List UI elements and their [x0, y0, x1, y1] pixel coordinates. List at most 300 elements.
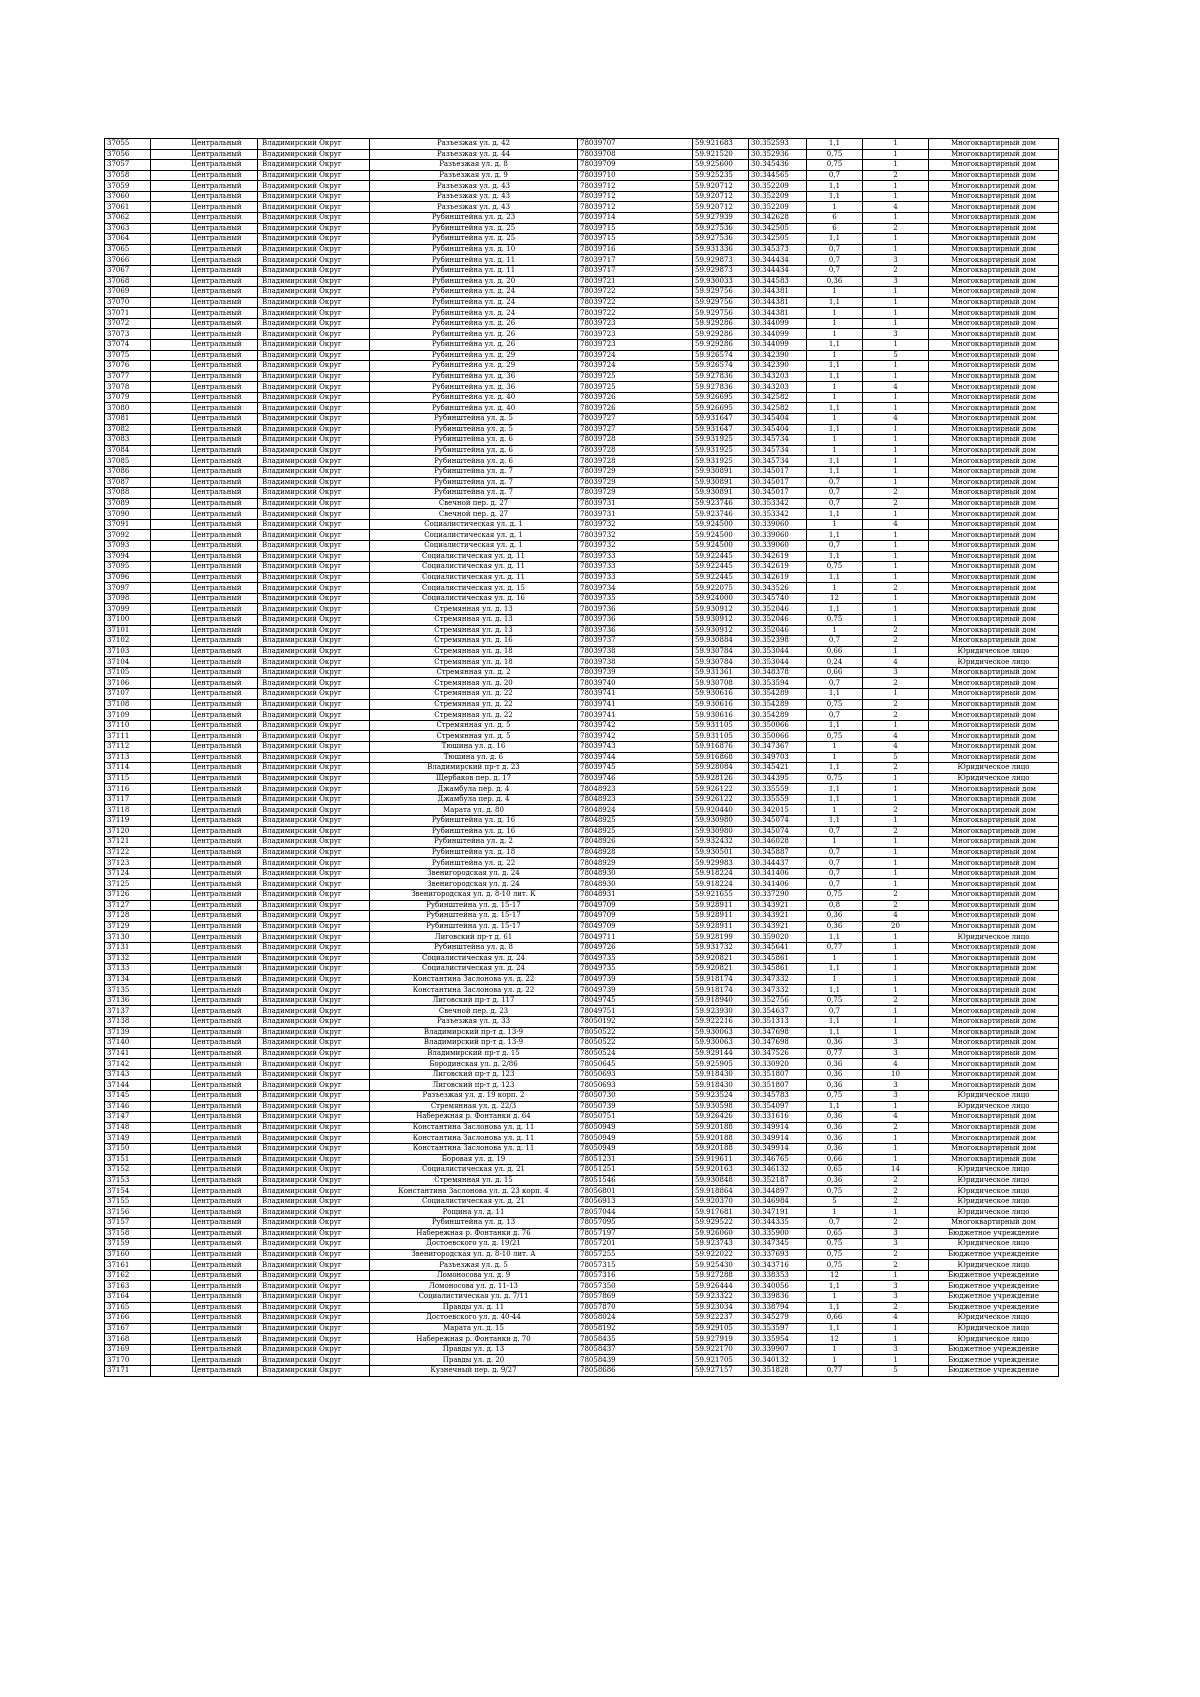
row-id-cell: 37080 [105, 403, 151, 414]
municipality-cell: Владимирский Округ [258, 720, 370, 731]
latitude-cell: 59.930616 [693, 689, 749, 700]
address-cell: Свечной пер. д. 23 [370, 1006, 578, 1017]
address-cell: Владимирский пр-т д. 13-9 [370, 1038, 578, 1049]
code-cell: 78048924 [578, 805, 693, 816]
volume-cell: 1,1 [807, 1027, 863, 1038]
latitude-cell: 59.924000 [693, 593, 749, 604]
address-cell: Рубинштейна ул. д. 6 [370, 445, 578, 456]
row-id-cell: 37171 [105, 1366, 151, 1377]
municipality-cell: Владимирский Округ [258, 1228, 370, 1239]
latitude-cell: 59.926444 [693, 1281, 749, 1292]
latitude-cell: 59.930884 [693, 636, 749, 647]
row-id-cell: 37132 [105, 953, 151, 964]
table-row [105, 498, 1059, 509]
code-cell: 78039708 [578, 149, 693, 160]
latitude-cell: 59.930891 [693, 466, 749, 477]
address-cell: Владимирский пр-т д. 13-9 [370, 1027, 578, 1038]
object-type-cell: Многоквартирный дом [929, 181, 1059, 192]
latitude-cell: 59.930598 [693, 1101, 749, 1112]
volume-cell: 1,1 [807, 985, 863, 996]
code-cell: 78039722 [578, 308, 693, 319]
volume-cell: 0,65 [807, 1165, 863, 1176]
district-cell: Центральный [151, 667, 258, 678]
object-type-cell: Многоквартирный дом [929, 276, 1059, 287]
code-cell: 78039740 [578, 678, 693, 689]
count-cell: 1 [863, 689, 929, 700]
volume-cell: 1 [807, 1207, 863, 1218]
row-id-cell: 37089 [105, 498, 151, 509]
district-cell: Центральный [151, 276, 258, 287]
latitude-cell: 59.928911 [693, 900, 749, 911]
municipality-cell: Владимирский Округ [258, 953, 370, 964]
table-row [105, 276, 1059, 287]
district-cell: Центральный [151, 1143, 258, 1154]
code-cell: 78049726 [578, 942, 693, 953]
object-type-cell: Многоквартирный дом [929, 255, 1059, 266]
table-row [105, 942, 1059, 953]
count-cell: 2 [863, 1260, 929, 1271]
district-cell: Центральный [151, 170, 258, 181]
object-type-cell: Юридическое лицо [929, 1196, 1059, 1207]
code-cell: 78049739 [578, 974, 693, 985]
table-row [105, 625, 1059, 636]
latitude-cell: 59.920712 [693, 202, 749, 213]
district-cell: Центральный [151, 329, 258, 340]
latitude-cell: 59.930912 [693, 625, 749, 636]
table-row [105, 1165, 1059, 1176]
object-type-cell: Юридическое лицо [929, 763, 1059, 774]
row-id-cell: 37133 [105, 964, 151, 975]
municipality-cell: Владимирский Округ [258, 562, 370, 573]
count-cell: 2 [863, 170, 929, 181]
object-type-cell: Многоквартирный дом [929, 604, 1059, 615]
latitude-cell: 59.930708 [693, 678, 749, 689]
longitude-cell: 30.337693 [749, 1249, 807, 1260]
table-row [105, 1059, 1059, 1070]
code-cell: 78039732 [578, 540, 693, 551]
municipality-cell: Владимирский Округ [258, 1048, 370, 1059]
municipality-cell: Владимирский Округ [258, 1006, 370, 1017]
table-row [105, 1186, 1059, 1197]
latitude-cell: 59.928084 [693, 763, 749, 774]
object-type-cell: Многоквартирный дом [929, 752, 1059, 763]
count-cell: 4 [863, 657, 929, 668]
code-cell: 78049735 [578, 964, 693, 975]
volume-cell: 1 [807, 1355, 863, 1366]
volume-cell: 0,75 [807, 562, 863, 573]
district-cell: Центральный [151, 1260, 258, 1271]
count-cell: 1 [863, 615, 929, 626]
code-cell: 78051546 [578, 1175, 693, 1186]
address-cell: Социалистическая ул. д. 11 [370, 562, 578, 573]
count-cell: 2 [863, 583, 929, 594]
volume-cell: 0,65 [807, 1228, 863, 1239]
latitude-cell: 59.930912 [693, 615, 749, 626]
object-type-cell: Юридическое лицо [929, 773, 1059, 784]
object-type-cell: Бюджетное учреждение [929, 1355, 1059, 1366]
longitude-cell: 30.345404 [749, 414, 807, 425]
district-cell: Центральный [151, 1016, 258, 1027]
volume-cell: 1,1 [807, 424, 863, 435]
district-cell: Центральный [151, 826, 258, 837]
row-id-cell: 37098 [105, 593, 151, 604]
address-cell: Марата ул. д. 15 [370, 1323, 578, 1334]
volume-cell: 0,7 [807, 868, 863, 879]
municipality-cell: Владимирский Округ [258, 974, 370, 985]
count-cell: 1 [863, 445, 929, 456]
longitude-cell: 30.352209 [749, 202, 807, 213]
latitude-cell: 59.923524 [693, 1091, 749, 1102]
object-type-cell: Многоквартирный дом [929, 435, 1059, 446]
code-cell: 78039727 [578, 414, 693, 425]
code-cell: 78039727 [578, 424, 693, 435]
object-type-cell: Многоквартирный дом [929, 498, 1059, 509]
latitude-cell: 59.930980 [693, 826, 749, 837]
longitude-cell: 30.345861 [749, 953, 807, 964]
latitude-cell: 59.928126 [693, 773, 749, 784]
code-cell: 78050645 [578, 1059, 693, 1070]
municipality-cell: Владимирский Округ [258, 1323, 370, 1334]
volume-cell: 1 [807, 318, 863, 329]
count-cell: 1 [863, 720, 929, 731]
latitude-cell: 59.927836 [693, 371, 749, 382]
row-id-cell: 37141 [105, 1048, 151, 1059]
longitude-cell: 30.353342 [749, 509, 807, 520]
latitude-cell: 59.931925 [693, 435, 749, 446]
latitude-cell: 59.921705 [693, 1355, 749, 1366]
row-id-cell: 37164 [105, 1292, 151, 1303]
table-row [105, 826, 1059, 837]
table-row [105, 784, 1059, 795]
municipality-cell: Владимирский Округ [258, 234, 370, 245]
longitude-cell: 30.345734 [749, 435, 807, 446]
volume-cell: 1,1 [807, 530, 863, 541]
address-cell: Рубинштейна ул. д. 25 [370, 234, 578, 245]
district-cell: Центральный [151, 985, 258, 996]
object-type-cell: Многоквартирный дом [929, 265, 1059, 276]
volume-cell: 12 [807, 1334, 863, 1345]
volume-cell: 1 [807, 202, 863, 213]
volume-cell: 1,1 [807, 1302, 863, 1313]
object-type-cell: Многоквартирный дом [929, 519, 1059, 530]
address-cell: Константина Заслонова ул. д. 23 корп. 4 [370, 1186, 578, 1197]
row-id-cell: 37148 [105, 1122, 151, 1133]
municipality-cell: Владимирский Округ [258, 498, 370, 509]
address-cell: Стремянная ул. д. 18 [370, 657, 578, 668]
count-cell: 1 [863, 964, 929, 975]
address-cell: Рубинштейна ул. д. 40 [370, 392, 578, 403]
object-type-cell: Многоквартирный дом [929, 593, 1059, 604]
code-cell: 78039717 [578, 255, 693, 266]
address-cell: Рубинштейна ул. д. 15-17 [370, 921, 578, 932]
count-cell: 2 [863, 1217, 929, 1228]
address-cell: Рубинштейна ул. д. 25 [370, 223, 578, 234]
object-type-cell: Многоквартирный дом [929, 213, 1059, 224]
address-cell: Звенигородская ул. д. 24 [370, 868, 578, 879]
table-row [105, 741, 1059, 752]
code-cell: 78039728 [578, 435, 693, 446]
district-cell: Центральный [151, 1059, 258, 1070]
municipality-cell: Владимирский Округ [258, 1175, 370, 1186]
row-id-cell: 37099 [105, 604, 151, 615]
table-row [105, 699, 1059, 710]
count-cell: 1 [863, 234, 929, 245]
volume-cell: 0,75 [807, 1186, 863, 1197]
address-cell: Разъезжая ул. д. 42 [370, 139, 578, 150]
row-id-cell: 37102 [105, 636, 151, 647]
longitude-cell: 30.351807 [749, 1080, 807, 1091]
longitude-cell: 30.343921 [749, 911, 807, 922]
table-row [105, 646, 1059, 657]
object-type-cell: Юридическое лицо [929, 1207, 1059, 1218]
volume-cell: 0,36 [807, 1122, 863, 1133]
code-cell: 78050693 [578, 1069, 693, 1080]
latitude-cell: 59.918174 [693, 985, 749, 996]
municipality-cell: Владимирский Округ [258, 657, 370, 668]
row-id-cell: 37083 [105, 435, 151, 446]
address-cell: Социалистическая ул. д. 11 [370, 572, 578, 583]
longitude-cell: 30.339060 [749, 540, 807, 551]
table-row [105, 731, 1059, 742]
count-cell: 1 [863, 456, 929, 467]
address-cell: Рубинштейна ул. д. 20 [370, 276, 578, 287]
longitude-cell: 30.330920 [749, 1059, 807, 1070]
longitude-cell: 30.346132 [749, 1165, 807, 1176]
latitude-cell: 59.930891 [693, 488, 749, 499]
row-id-cell: 37114 [105, 763, 151, 774]
table-row [105, 593, 1059, 604]
row-id-cell: 37076 [105, 361, 151, 372]
table-row [105, 509, 1059, 520]
latitude-cell: 59.930063 [693, 1038, 749, 1049]
code-cell: 78039735 [578, 593, 693, 604]
longitude-cell: 30.345074 [749, 826, 807, 837]
row-id-cell: 37104 [105, 657, 151, 668]
district-cell: Центральный [151, 784, 258, 795]
volume-cell: 1,1 [807, 964, 863, 975]
latitude-cell: 59.922216 [693, 1016, 749, 1027]
district-cell: Центральный [151, 1355, 258, 1366]
volume-cell: 0,36 [807, 1038, 863, 1049]
longitude-cell: 30.351313 [749, 1016, 807, 1027]
object-type-cell: Многоквартирный дом [929, 160, 1059, 171]
longitude-cell: 30.342619 [749, 572, 807, 583]
object-type-cell: Многоквартирный дом [929, 170, 1059, 181]
object-type-cell: Многоквартирный дом [929, 625, 1059, 636]
code-cell: 78058435 [578, 1334, 693, 1345]
municipality-cell: Владимирский Округ [258, 816, 370, 827]
table-row [105, 350, 1059, 361]
district-cell: Центральный [151, 287, 258, 298]
count-cell: 4 [863, 414, 929, 425]
object-type-cell: Многоквартирный дом [929, 667, 1059, 678]
longitude-cell: 30.340132 [749, 1355, 807, 1366]
table-row [105, 477, 1059, 488]
code-cell: 78049745 [578, 995, 693, 1006]
latitude-cell: 59.920188 [693, 1143, 749, 1154]
object-type-cell: Многоквартирный дом [929, 636, 1059, 647]
count-cell: 2 [863, 890, 929, 901]
volume-cell: 0,7 [807, 710, 863, 721]
row-id-cell: 37123 [105, 858, 151, 869]
row-id-cell: 37065 [105, 244, 151, 255]
address-cell: Рубинштейна ул. д. 5 [370, 414, 578, 425]
longitude-cell: 30.346765 [749, 1154, 807, 1165]
address-cell: Звенигородская ул. д. 24 [370, 879, 578, 890]
object-type-cell: Многоквартирный дом [929, 1006, 1059, 1017]
municipality-cell: Владимирский Округ [258, 1133, 370, 1144]
code-cell: 78049709 [578, 911, 693, 922]
longitude-cell: 30.339060 [749, 530, 807, 541]
longitude-cell: 30.352046 [749, 604, 807, 615]
district-cell: Центральный [151, 604, 258, 615]
municipality-cell: Владимирский Округ [258, 1249, 370, 1260]
table-row [105, 773, 1059, 784]
latitude-cell: 59.922445 [693, 562, 749, 573]
longitude-cell: 30.352187 [749, 1175, 807, 1186]
row-id-cell: 37115 [105, 773, 151, 784]
address-cell: Рубинштейна ул. д. 13 [370, 1217, 578, 1228]
district-cell: Центральный [151, 213, 258, 224]
object-type-cell: Многоквартирный дом [929, 964, 1059, 975]
longitude-cell: 30.353342 [749, 498, 807, 509]
object-type-cell: Многоквартирный дом [929, 826, 1059, 837]
row-id-cell: 37061 [105, 202, 151, 213]
row-id-cell: 37072 [105, 318, 151, 329]
table-row [105, 890, 1059, 901]
row-id-cell: 37134 [105, 974, 151, 985]
address-cell: Лиговский пр-т д. 61 [370, 932, 578, 943]
code-cell: 78039741 [578, 699, 693, 710]
row-id-cell: 37126 [105, 890, 151, 901]
district-cell: Центральный [151, 678, 258, 689]
latitude-cell: 59.929286 [693, 339, 749, 350]
address-cell: Рубинштейна ул. д. 24 [370, 297, 578, 308]
municipality-cell: Владимирский Округ [258, 615, 370, 626]
district-cell: Центральный [151, 720, 258, 731]
code-cell: 78050949 [578, 1143, 693, 1154]
volume-cell: 0,75 [807, 615, 863, 626]
row-id-cell: 37162 [105, 1270, 151, 1281]
object-type-cell: Многоквартирный дом [929, 223, 1059, 234]
district-cell: Центральный [151, 392, 258, 403]
row-id-cell: 37077 [105, 371, 151, 382]
district-cell: Центральный [151, 1186, 258, 1197]
object-type-cell: Многоквартирный дом [929, 900, 1059, 911]
object-type-cell: Многоквартирный дом [929, 414, 1059, 425]
row-id-cell: 37092 [105, 530, 151, 541]
municipality-cell: Владимирский Округ [258, 900, 370, 911]
row-id-cell: 37155 [105, 1196, 151, 1207]
district-cell: Центральный [151, 1133, 258, 1144]
longitude-cell: 30.335559 [749, 784, 807, 795]
object-type-cell: Юридическое лицо [929, 932, 1059, 943]
municipality-cell: Владимирский Округ [258, 139, 370, 150]
volume-cell: 0,75 [807, 1239, 863, 1250]
count-cell: 4 [863, 731, 929, 742]
district-cell: Центральный [151, 615, 258, 626]
count-cell: 1 [863, 593, 929, 604]
object-type-cell: Многоквартирный дом [929, 318, 1059, 329]
count-cell: 1 [863, 540, 929, 551]
count-cell: 1 [863, 477, 929, 488]
object-type-cell: Многоквартирный дом [929, 731, 1059, 742]
district-cell: Центральный [151, 773, 258, 784]
table-row [105, 794, 1059, 805]
row-id-cell: 37075 [105, 350, 151, 361]
latitude-cell: 59.929144 [693, 1048, 749, 1059]
table-row [105, 932, 1059, 943]
volume-cell: 0,75 [807, 149, 863, 160]
latitude-cell: 59.928911 [693, 911, 749, 922]
municipality-cell: Владимирский Округ [258, 149, 370, 160]
address-cell: Бородинская ул. д. 2/86 [370, 1059, 578, 1070]
latitude-cell: 59.928911 [693, 921, 749, 932]
code-cell: 78039732 [578, 519, 693, 530]
volume-cell: 0,77 [807, 942, 863, 953]
latitude-cell: 59.929756 [693, 308, 749, 319]
latitude-cell: 59.923930 [693, 1006, 749, 1017]
count-cell: 1 [863, 794, 929, 805]
table-row [105, 1239, 1059, 1250]
district-cell: Центральный [151, 540, 258, 551]
longitude-cell: 30.345404 [749, 424, 807, 435]
row-id-cell: 37093 [105, 540, 151, 551]
row-id-cell: 37084 [105, 445, 151, 456]
address-cell: Разъезжая ул. д. 33 [370, 1016, 578, 1027]
latitude-cell: 59.920163 [693, 1165, 749, 1176]
longitude-cell: 30.347332 [749, 974, 807, 985]
code-cell: 78039737 [578, 636, 693, 647]
address-cell: Рубинштейна ул. д. 36 [370, 371, 578, 382]
address-cell: Разъезжая ул. д. 43 [370, 191, 578, 202]
object-type-cell: Многоквартирный дом [929, 710, 1059, 721]
count-cell: 3 [863, 329, 929, 340]
address-cell: Правды ул. д. 11 [370, 1302, 578, 1313]
code-cell: 78051231 [578, 1154, 693, 1165]
address-cell: Рубинштейна ул. д. 2 [370, 837, 578, 848]
longitude-cell: 30.342505 [749, 234, 807, 245]
municipality-cell: Владимирский Округ [258, 1091, 370, 1102]
district-cell: Центральный [151, 1080, 258, 1091]
address-cell: Социалистическая ул. д. 7/11 [370, 1292, 578, 1303]
object-type-cell: Многоквартирный дом [929, 445, 1059, 456]
volume-cell: 1,1 [807, 509, 863, 520]
table-row [105, 562, 1059, 573]
code-cell: 78039743 [578, 741, 693, 752]
volume-cell: 1,1 [807, 234, 863, 245]
volume-cell: 1,1 [807, 1101, 863, 1112]
longitude-cell: 30.339836 [749, 1292, 807, 1303]
row-id-cell: 37101 [105, 625, 151, 636]
row-id-cell: 37119 [105, 816, 151, 827]
table-row [105, 816, 1059, 827]
row-id-cell: 37144 [105, 1080, 151, 1091]
object-type-cell: Юридическое лицо [929, 1313, 1059, 1324]
district-cell: Центральный [151, 805, 258, 816]
row-id-cell: 37142 [105, 1059, 151, 1070]
volume-cell: 0,7 [807, 540, 863, 551]
municipality-cell: Владимирский Округ [258, 890, 370, 901]
address-cell: Стремянная ул. д. 13 [370, 604, 578, 615]
object-type-cell: Многоквартирный дом [929, 699, 1059, 710]
table-row [105, 572, 1059, 583]
row-id-cell: 37106 [105, 678, 151, 689]
code-cell: 78039736 [578, 615, 693, 626]
longitude-cell: 30.344099 [749, 339, 807, 350]
district-cell: Центральный [151, 160, 258, 171]
address-cell: Рубинштейна ул. д. 22 [370, 858, 578, 869]
